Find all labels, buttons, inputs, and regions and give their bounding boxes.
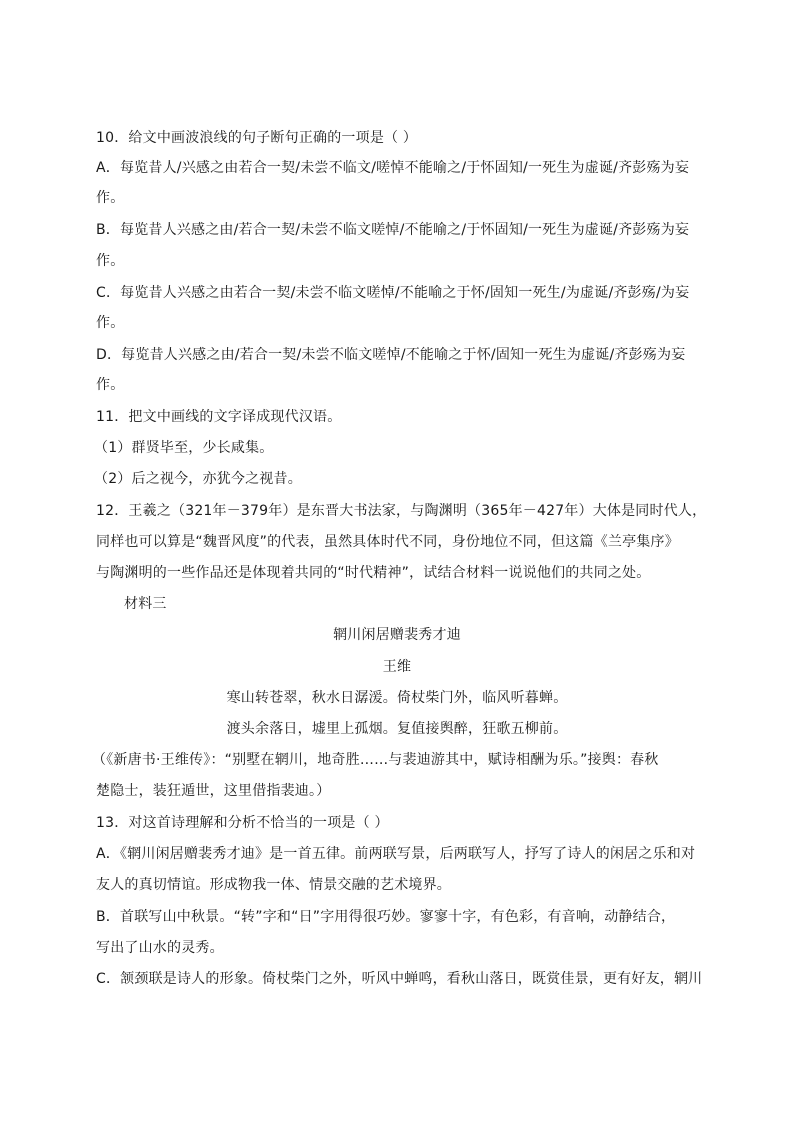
q10-option-c-cont: 作。 <box>96 315 125 331</box>
material3-label: 材料三 <box>124 596 167 612</box>
poem-title: 辋川闲居赠裴秀才迪 <box>333 627 461 643</box>
q11-stem: 11．把文中画线的文字译成现代汉语。 <box>96 409 342 425</box>
q12-line-1: 12．王羲之（321年－379年）是东晋大书法家，与陶渊明（365年－427年）大体是同时代人， <box>96 503 707 519</box>
q11-item-1: （1）群贤毕至，少长咸集。 <box>94 440 274 456</box>
poem-author: 王维 <box>382 659 412 675</box>
q11-item-2: （2）后之视今，亦犹今之视昔。 <box>94 471 302 487</box>
q10-option-b: B．每览昔人兴感之由/若合一契/未尝不临文嗟悼/不能喻之/于怀固知/一死生为虚诞/齐彭殇为妄 <box>96 222 690 238</box>
q10-option-a-cont: 作。 <box>96 190 125 206</box>
q10-option-b-cont: 作。 <box>96 253 125 269</box>
q10-stem: 10．给文中画波浪线的句子断句正确的一项是（ ） <box>96 130 418 146</box>
q13-stem: 13．对这首诗理解和分析不恰当的一项是（ ） <box>96 815 389 831</box>
poem-note-cont: 楚隐士，装狂遁世，这里借指裴迪。） <box>96 783 331 799</box>
poem-verse-2: 渡头余落日，墟里上孤烟。复值接舆醉，狂歌五柳前。 <box>226 721 568 737</box>
q12-line-2: 同样也可以算是“魏晋风度”的代表，虽然具体时代不同，身份地位不同，但这篇《兰亭集序》 <box>96 534 679 550</box>
q10-option-a: A．每览昔人/兴感之由若合一契/未尝不临文/嗟悼不能喻之/于怀固知/一死生为虚诞/齐彭殇为妄 <box>96 160 690 176</box>
q13-option-a: A．《辋川闲居赠裴秀才迪》是一首五律。前两联写景，后两联写人，抒写了诗人的闲居之乐和对 <box>96 846 696 862</box>
q12-line-3: 与陶渊明的一些作品还是体现着共同的“时代精神”，试结合材料一说说他们的共同之处。 <box>96 565 651 581</box>
q10-option-d: D．每览昔人兴感之由/若合一契/未尝不临文嗟悼/不能喻之于怀/固知一死生为虚诞/齐彭殇为妄 <box>96 347 686 363</box>
q13-option-a-cont: 友人的真切情谊。形成物我一体、情景交融的艺术境界。 <box>96 877 451 893</box>
poem-note: （《新唐书·王维传》：“别墅在辋川，地奇胜……与裴迪游其中，赋诗相酬为乐。”接舆：春秋 <box>92 752 659 768</box>
poem-verse-1: 寒山转苍翠，秋水日潺湲。倚杖柴门外，临风听暮蝉。 <box>226 690 568 706</box>
q10-option-d-cont: 作。 <box>96 377 125 393</box>
q10-option-c: C．每览昔人兴感之由若合一契/未尝不临文嗟悼/不能喻之于怀/固知一死生/为虚诞/齐彭殇/为妄 <box>96 285 690 301</box>
q13-option-b-cont: 写出了山水的灵秀。 <box>96 940 224 956</box>
q13-option-b: B．首联写山中秋景。“转”字和“日”字用得很巧妙。寥寥十字，有色彩，有音响，动静结合， <box>96 909 676 925</box>
q13-option-c: C．颔颈联是诗人的形象。倚杖柴门之外，听风中蝉鸣，看秋山落日，既赏佳景，更有好友，辋川 <box>96 971 703 987</box>
